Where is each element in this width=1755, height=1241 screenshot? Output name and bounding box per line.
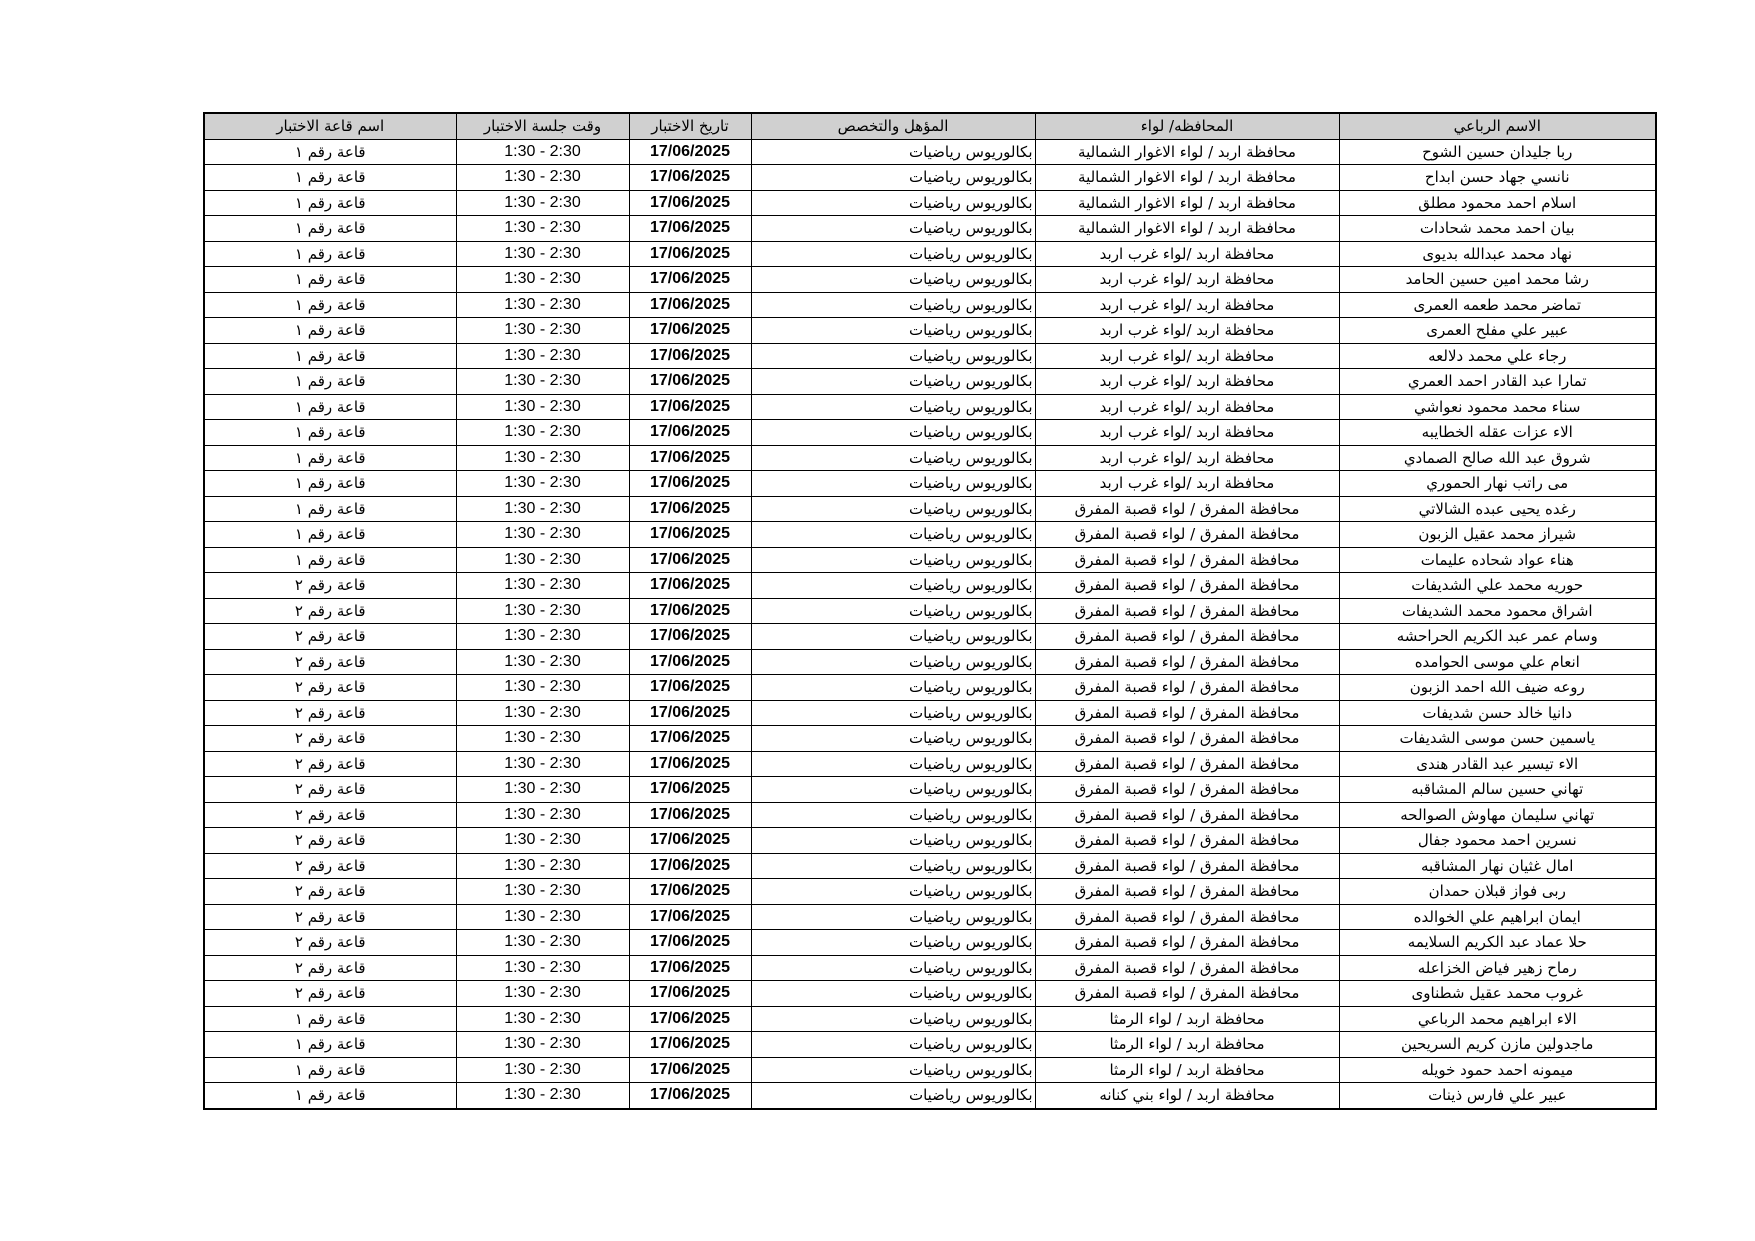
cell-name: غروب محمد عقيل شطناوى	[1339, 981, 1656, 1007]
table-row	[204, 726, 1656, 752]
cell-governorate: محافظة المفرق / لواء قصبة المفرق	[1035, 726, 1339, 752]
cell-hall: قاعة رقم ٢	[204, 981, 456, 1007]
cell-hall: قاعة رقم ١	[204, 318, 456, 344]
cell-time: 1:30 - 2:30	[456, 649, 629, 675]
cell-qualification: بكالوريوس رياضيات	[751, 777, 1035, 803]
cell-time: 1:30 - 2:30	[456, 420, 629, 446]
cell-name: نانسي جهاد حسن ابداح	[1339, 165, 1656, 191]
cell-hall: قاعة رقم ٢	[204, 598, 456, 624]
cell-qualification: بكالوريوس رياضيات	[751, 547, 1035, 573]
cell-hall: قاعة رقم ١	[204, 241, 456, 267]
cell-hall: قاعة رقم ١	[204, 1083, 456, 1109]
cell-governorate: محافظة المفرق / لواء قصبة المفرق	[1035, 751, 1339, 777]
table-row	[204, 751, 1656, 777]
cell-governorate: محافظة المفرق / لواء قصبة المفرق	[1035, 828, 1339, 854]
cell-qualification: بكالوريوس رياضيات	[751, 1032, 1035, 1058]
cell-qualification: بكالوريوس رياضيات	[751, 751, 1035, 777]
cell-name: ياسمين حسن موسى الشديفات	[1339, 726, 1656, 752]
cell-date: 17/06/2025	[629, 598, 751, 624]
cell-date: 17/06/2025	[629, 394, 751, 420]
cell-qualification: بكالوريوس رياضيات	[751, 624, 1035, 650]
cell-time: 1:30 - 2:30	[456, 1083, 629, 1109]
table-row	[204, 853, 1656, 879]
cell-qualification: بكالوريوس رياضيات	[751, 139, 1035, 165]
cell-qualification: بكالوريوس رياضيات	[751, 828, 1035, 854]
cell-name: الاء ابراهيم محمد الرباعي	[1339, 1006, 1656, 1032]
cell-hall: قاعة رقم ١	[204, 471, 456, 497]
cell-date: 17/06/2025	[629, 547, 751, 573]
cell-name: رماح زهير فياض الخزاعله	[1339, 955, 1656, 981]
cell-name: عبير علي مفلح العمرى	[1339, 318, 1656, 344]
cell-governorate: محافظة المفرق / لواء قصبة المفرق	[1035, 930, 1339, 956]
cell-hall: قاعة رقم ٢	[204, 777, 456, 803]
cell-date: 17/06/2025	[629, 445, 751, 471]
cell-hall: قاعة رقم ١	[204, 216, 456, 242]
cell-governorate: محافظة اربد / لواء الرمثا	[1035, 1057, 1339, 1083]
cell-qualification: بكالوريوس رياضيات	[751, 190, 1035, 216]
cell-date: 17/06/2025	[629, 700, 751, 726]
cell-governorate: محافظة اربد /لواء غرب اربد	[1035, 343, 1339, 369]
cell-time: 1:30 - 2:30	[456, 930, 629, 956]
header-governorate: المحافظه/ لواء	[1035, 113, 1339, 139]
cell-qualification: بكالوريوس رياضيات	[751, 496, 1035, 522]
cell-governorate: محافظة المفرق / لواء قصبة المفرق	[1035, 675, 1339, 701]
cell-governorate: محافظة المفرق / لواء قصبة المفرق	[1035, 955, 1339, 981]
table-row	[204, 369, 1656, 395]
cell-hall: قاعة رقم ١	[204, 292, 456, 318]
cell-governorate: محافظة اربد / لواء الرمثا	[1035, 1006, 1339, 1032]
header-row	[204, 113, 1656, 139]
cell-name: هناء عواد شحاده عليمات	[1339, 547, 1656, 573]
cell-date: 17/06/2025	[629, 573, 751, 599]
cell-qualification: بكالوريوس رياضيات	[751, 471, 1035, 497]
cell-name: حوريه محمد علي الشديفات	[1339, 573, 1656, 599]
table-row	[204, 420, 1656, 446]
cell-hall: قاعة رقم ١	[204, 343, 456, 369]
cell-date: 17/06/2025	[629, 1006, 751, 1032]
cell-hall: قاعة رقم ١	[204, 267, 456, 293]
cell-qualification: بكالوريوس رياضيات	[751, 904, 1035, 930]
cell-hall: قاعة رقم ٢	[204, 930, 456, 956]
cell-time: 1:30 - 2:30	[456, 292, 629, 318]
table-row	[204, 598, 1656, 624]
cell-time: 1:30 - 2:30	[456, 216, 629, 242]
cell-hall: قاعة رقم ٢	[204, 700, 456, 726]
cell-name: ربى فواز قبلان حمدان	[1339, 879, 1656, 905]
cell-time: 1:30 - 2:30	[456, 547, 629, 573]
cell-name: انعام علي موسى الحوامده	[1339, 649, 1656, 675]
cell-qualification: بكالوريوس رياضيات	[751, 853, 1035, 879]
exam-schedule-sheet	[203, 112, 1655, 1110]
cell-date: 17/06/2025	[629, 1057, 751, 1083]
cell-qualification: بكالوريوس رياضيات	[751, 1057, 1035, 1083]
cell-qualification: بكالوريوس رياضيات	[751, 445, 1035, 471]
table-row	[204, 165, 1656, 191]
cell-name: ربا جليدان حسين الشوح	[1339, 139, 1656, 165]
cell-time: 1:30 - 2:30	[456, 904, 629, 930]
cell-qualification: بكالوريوس رياضيات	[751, 700, 1035, 726]
table-row	[204, 292, 1656, 318]
cell-time: 1:30 - 2:30	[456, 675, 629, 701]
cell-date: 17/06/2025	[629, 292, 751, 318]
cell-name: اشراق محمود محمد الشديفات	[1339, 598, 1656, 624]
cell-governorate: محافظة المفرق / لواء قصبة المفرق	[1035, 777, 1339, 803]
cell-hall: قاعة رقم ٢	[204, 624, 456, 650]
cell-governorate: محافظة اربد /لواء غرب اربد	[1035, 471, 1339, 497]
cell-name: تماضر محمد طعمه العمرى	[1339, 292, 1656, 318]
cell-hall: قاعة رقم ٢	[204, 802, 456, 828]
table-row	[204, 522, 1656, 548]
cell-qualification: بكالوريوس رياضيات	[751, 241, 1035, 267]
cell-time: 1:30 - 2:30	[456, 522, 629, 548]
cell-hall: قاعة رقم ١	[204, 1006, 456, 1032]
cell-date: 17/06/2025	[629, 777, 751, 803]
table-row	[204, 139, 1656, 165]
cell-time: 1:30 - 2:30	[456, 445, 629, 471]
cell-name: ايمان ابراهيم علي الخوالده	[1339, 904, 1656, 930]
table-row	[204, 904, 1656, 930]
cell-name: رشا محمد امين حسين الحامد	[1339, 267, 1656, 293]
cell-date: 17/06/2025	[629, 675, 751, 701]
table-row	[204, 241, 1656, 267]
cell-governorate: محافظة اربد /لواء غرب اربد	[1035, 318, 1339, 344]
cell-name: سناء محمد محمود نعواشي	[1339, 394, 1656, 420]
table-row	[204, 879, 1656, 905]
cell-governorate: محافظة المفرق / لواء قصبة المفرق	[1035, 981, 1339, 1007]
cell-time: 1:30 - 2:30	[456, 598, 629, 624]
cell-qualification: بكالوريوس رياضيات	[751, 726, 1035, 752]
cell-governorate: محافظة المفرق / لواء قصبة المفرق	[1035, 547, 1339, 573]
cell-date: 17/06/2025	[629, 190, 751, 216]
cell-hall: قاعة رقم ١	[204, 190, 456, 216]
cell-governorate: محافظة اربد /لواء غرب اربد	[1035, 267, 1339, 293]
cell-hall: قاعة رقم ٢	[204, 573, 456, 599]
cell-hall: قاعة رقم ١	[204, 394, 456, 420]
table-row	[204, 675, 1656, 701]
cell-hall: قاعة رقم ١	[204, 1057, 456, 1083]
cell-hall: قاعة رقم ١	[204, 547, 456, 573]
table-row	[204, 649, 1656, 675]
cell-date: 17/06/2025	[629, 165, 751, 191]
cell-hall: قاعة رقم ٢	[204, 853, 456, 879]
cell-time: 1:30 - 2:30	[456, 139, 629, 165]
header-name: الاسم الرباعي	[1339, 113, 1656, 139]
cell-name: تمارا عبد القادر احمد العمري	[1339, 369, 1656, 395]
cell-hall: قاعة رقم ٢	[204, 879, 456, 905]
cell-governorate: محافظة اربد / لواء الاغوار الشمالية	[1035, 190, 1339, 216]
cell-date: 17/06/2025	[629, 420, 751, 446]
cell-governorate: محافظة المفرق / لواء قصبة المفرق	[1035, 904, 1339, 930]
cell-governorate: محافظة اربد / لواء الاغوار الشمالية	[1035, 165, 1339, 191]
cell-qualification: بكالوريوس رياضيات	[751, 598, 1035, 624]
table-row	[204, 1032, 1656, 1058]
cell-name: شيراز محمد عقيل الزبون	[1339, 522, 1656, 548]
table-row	[204, 955, 1656, 981]
header-hall: اسم قاعة الاختبار	[204, 113, 456, 139]
cell-name: روعه ضيف الله احمد الزبون	[1339, 675, 1656, 701]
cell-qualification: بكالوريوس رياضيات	[751, 522, 1035, 548]
cell-governorate: محافظة اربد / لواء الاغوار الشمالية	[1035, 139, 1339, 165]
cell-name: تهاني حسين سالم المشاقبه	[1339, 777, 1656, 803]
cell-name: بيان احمد محمد شحادات	[1339, 216, 1656, 242]
cell-name: ميمونه احمد حمود خويله	[1339, 1057, 1656, 1083]
header-date: تاريخ الاختبار	[629, 113, 751, 139]
cell-date: 17/06/2025	[629, 471, 751, 497]
cell-date: 17/06/2025	[629, 216, 751, 242]
cell-qualification: بكالوريوس رياضيات	[751, 394, 1035, 420]
cell-name: تهاني سليمان مهاوش الصوالحه	[1339, 802, 1656, 828]
cell-hall: قاعة رقم ٢	[204, 955, 456, 981]
cell-date: 17/06/2025	[629, 267, 751, 293]
cell-date: 17/06/2025	[629, 726, 751, 752]
cell-hall: قاعة رقم ٢	[204, 675, 456, 701]
cell-qualification: بكالوريوس رياضيات	[751, 1083, 1035, 1109]
table-row	[204, 1057, 1656, 1083]
cell-time: 1:30 - 2:30	[456, 267, 629, 293]
cell-date: 17/06/2025	[629, 1083, 751, 1109]
cell-qualification: بكالوريوس رياضيات	[751, 165, 1035, 191]
cell-time: 1:30 - 2:30	[456, 981, 629, 1007]
cell-name: حلا عماد عبد الكريم السلايمه	[1339, 930, 1656, 956]
cell-time: 1:30 - 2:30	[456, 751, 629, 777]
table-row	[204, 394, 1656, 420]
table-body	[204, 139, 1656, 1109]
cell-date: 17/06/2025	[629, 624, 751, 650]
cell-time: 1:30 - 2:30	[456, 369, 629, 395]
cell-time: 1:30 - 2:30	[456, 471, 629, 497]
cell-date: 17/06/2025	[629, 1032, 751, 1058]
cell-hall: قاعة رقم ١	[204, 522, 456, 548]
cell-qualification: بكالوريوس رياضيات	[751, 216, 1035, 242]
cell-date: 17/06/2025	[629, 879, 751, 905]
cell-governorate: محافظة المفرق / لواء قصبة المفرق	[1035, 496, 1339, 522]
cell-date: 17/06/2025	[629, 751, 751, 777]
cell-date: 17/06/2025	[629, 522, 751, 548]
table-row	[204, 828, 1656, 854]
cell-name: رغده يحيى عبده الشالاتي	[1339, 496, 1656, 522]
cell-date: 17/06/2025	[629, 496, 751, 522]
cell-qualification: بكالوريوس رياضيات	[751, 955, 1035, 981]
cell-governorate: محافظة اربد / لواء الاغوار الشمالية	[1035, 216, 1339, 242]
cell-governorate: محافظة المفرق / لواء قصبة المفرق	[1035, 802, 1339, 828]
cell-governorate: محافظة المفرق / لواء قصبة المفرق	[1035, 624, 1339, 650]
cell-time: 1:30 - 2:30	[456, 1032, 629, 1058]
cell-governorate: محافظة المفرق / لواء قصبة المفرق	[1035, 522, 1339, 548]
cell-time: 1:30 - 2:30	[456, 190, 629, 216]
cell-governorate: محافظة المفرق / لواء قصبة المفرق	[1035, 879, 1339, 905]
cell-qualification: بكالوريوس رياضيات	[751, 420, 1035, 446]
cell-date: 17/06/2025	[629, 318, 751, 344]
cell-time: 1:30 - 2:30	[456, 879, 629, 905]
cell-hall: قاعة رقم ٢	[204, 904, 456, 930]
table-row	[204, 802, 1656, 828]
cell-governorate: محافظة المفرق / لواء قصبة المفرق	[1035, 649, 1339, 675]
cell-date: 17/06/2025	[629, 955, 751, 981]
cell-name: رجاء علي محمد دلالعه	[1339, 343, 1656, 369]
cell-hall: قاعة رقم ٢	[204, 649, 456, 675]
cell-qualification: بكالوريوس رياضيات	[751, 930, 1035, 956]
cell-name: شروق عبد الله صالح الصمادي	[1339, 445, 1656, 471]
cell-qualification: بكالوريوس رياضيات	[751, 675, 1035, 701]
cell-qualification: بكالوريوس رياضيات	[751, 981, 1035, 1007]
cell-governorate: محافظة اربد / لواء الرمثا	[1035, 1032, 1339, 1058]
cell-governorate: محافظة اربد /لواء غرب اربد	[1035, 292, 1339, 318]
table-row	[204, 267, 1656, 293]
cell-qualification: بكالوريوس رياضيات	[751, 318, 1035, 344]
cell-time: 1:30 - 2:30	[456, 853, 629, 879]
table-row	[204, 496, 1656, 522]
cell-date: 17/06/2025	[629, 343, 751, 369]
cell-hall: قاعة رقم ١	[204, 420, 456, 446]
cell-hall: قاعة رقم ٢	[204, 828, 456, 854]
cell-name: دانيا خالد حسن شديفات	[1339, 700, 1656, 726]
cell-hall: قاعة رقم ١	[204, 139, 456, 165]
cell-qualification: بكالوريوس رياضيات	[751, 573, 1035, 599]
cell-name: عبير علي فارس ذينات	[1339, 1083, 1656, 1109]
table-row	[204, 1083, 1656, 1109]
cell-time: 1:30 - 2:30	[456, 700, 629, 726]
table-row	[204, 190, 1656, 216]
cell-governorate: محافظة المفرق / لواء قصبة المفرق	[1035, 573, 1339, 599]
cell-time: 1:30 - 2:30	[456, 828, 629, 854]
cell-governorate: محافظة اربد /لواء غرب اربد	[1035, 394, 1339, 420]
table-row	[204, 700, 1656, 726]
table-row	[204, 318, 1656, 344]
cell-governorate: محافظة اربد /لواء غرب اربد	[1035, 369, 1339, 395]
cell-hall: قاعة رقم ١	[204, 369, 456, 395]
table-row	[204, 573, 1656, 599]
cell-date: 17/06/2025	[629, 828, 751, 854]
table-row	[204, 981, 1656, 1007]
cell-qualification: بكالوريوس رياضيات	[751, 369, 1035, 395]
cell-time: 1:30 - 2:30	[456, 777, 629, 803]
cell-time: 1:30 - 2:30	[456, 624, 629, 650]
cell-qualification: بكالوريوس رياضيات	[751, 292, 1035, 318]
header-time: وقت جلسة الاختبار	[456, 113, 629, 139]
cell-name: امال غثيان نهار المشاقبه	[1339, 853, 1656, 879]
cell-time: 1:30 - 2:30	[456, 165, 629, 191]
cell-qualification: بكالوريوس رياضيات	[751, 343, 1035, 369]
table-row	[204, 343, 1656, 369]
table-row	[204, 471, 1656, 497]
table-row	[204, 547, 1656, 573]
table-row	[204, 445, 1656, 471]
cell-name: وسام عمر عبد الكريم الحراحشه	[1339, 624, 1656, 650]
cell-qualification: بكالوريوس رياضيات	[751, 1006, 1035, 1032]
cell-date: 17/06/2025	[629, 649, 751, 675]
cell-date: 17/06/2025	[629, 904, 751, 930]
cell-date: 17/06/2025	[629, 369, 751, 395]
table-row	[204, 777, 1656, 803]
cell-governorate: محافظة المفرق / لواء قصبة المفرق	[1035, 700, 1339, 726]
cell-hall: قاعة رقم ١	[204, 1032, 456, 1058]
cell-time: 1:30 - 2:30	[456, 573, 629, 599]
cell-governorate: محافظة المفرق / لواء قصبة المفرق	[1035, 598, 1339, 624]
cell-time: 1:30 - 2:30	[456, 1057, 629, 1083]
cell-time: 1:30 - 2:30	[456, 955, 629, 981]
table-row	[204, 1006, 1656, 1032]
cell-governorate: محافظة اربد /لواء غرب اربد	[1035, 420, 1339, 446]
table-row	[204, 624, 1656, 650]
cell-name: ماجدولين مازن كريم السريحين	[1339, 1032, 1656, 1058]
cell-time: 1:30 - 2:30	[456, 241, 629, 267]
cell-qualification: بكالوريوس رياضيات	[751, 802, 1035, 828]
cell-date: 17/06/2025	[629, 241, 751, 267]
cell-governorate: محافظة اربد /لواء غرب اربد	[1035, 241, 1339, 267]
cell-name: الاء تيسير عبد القادر هندى	[1339, 751, 1656, 777]
cell-date: 17/06/2025	[629, 802, 751, 828]
cell-governorate: محافظة المفرق / لواء قصبة المفرق	[1035, 853, 1339, 879]
cell-time: 1:30 - 2:30	[456, 726, 629, 752]
cell-qualification: بكالوريوس رياضيات	[751, 649, 1035, 675]
cell-name: مى راتب نهار الحموري	[1339, 471, 1656, 497]
table-row	[204, 216, 1656, 242]
cell-date: 17/06/2025	[629, 139, 751, 165]
cell-hall: قاعة رقم ٢	[204, 726, 456, 752]
table-row	[204, 930, 1656, 956]
cell-qualification: بكالوريوس رياضيات	[751, 879, 1035, 905]
cell-hall: قاعة رقم ١	[204, 445, 456, 471]
cell-hall: قاعة رقم ٢	[204, 751, 456, 777]
cell-hall: قاعة رقم ١	[204, 496, 456, 522]
cell-name: الاء عزات عقله الخطايبه	[1339, 420, 1656, 446]
cell-date: 17/06/2025	[629, 853, 751, 879]
exam-schedule-table	[203, 112, 1657, 1110]
cell-governorate: محافظة اربد / لواء بني كنانه	[1035, 1083, 1339, 1109]
cell-date: 17/06/2025	[629, 930, 751, 956]
cell-date: 17/06/2025	[629, 981, 751, 1007]
cell-time: 1:30 - 2:30	[456, 1006, 629, 1032]
cell-time: 1:30 - 2:30	[456, 343, 629, 369]
header-qualification: المؤهل والتخصص	[751, 113, 1035, 139]
cell-name: نهاد محمد عبدالله بديوى	[1339, 241, 1656, 267]
cell-qualification: بكالوريوس رياضيات	[751, 267, 1035, 293]
cell-name: اسلام احمد محمود مطلق	[1339, 190, 1656, 216]
cell-name: نسرين احمد محمود جفال	[1339, 828, 1656, 854]
cell-hall: قاعة رقم ١	[204, 165, 456, 191]
cell-time: 1:30 - 2:30	[456, 394, 629, 420]
cell-time: 1:30 - 2:30	[456, 318, 629, 344]
cell-time: 1:30 - 2:30	[456, 496, 629, 522]
cell-time: 1:30 - 2:30	[456, 802, 629, 828]
cell-governorate: محافظة اربد /لواء غرب اربد	[1035, 445, 1339, 471]
